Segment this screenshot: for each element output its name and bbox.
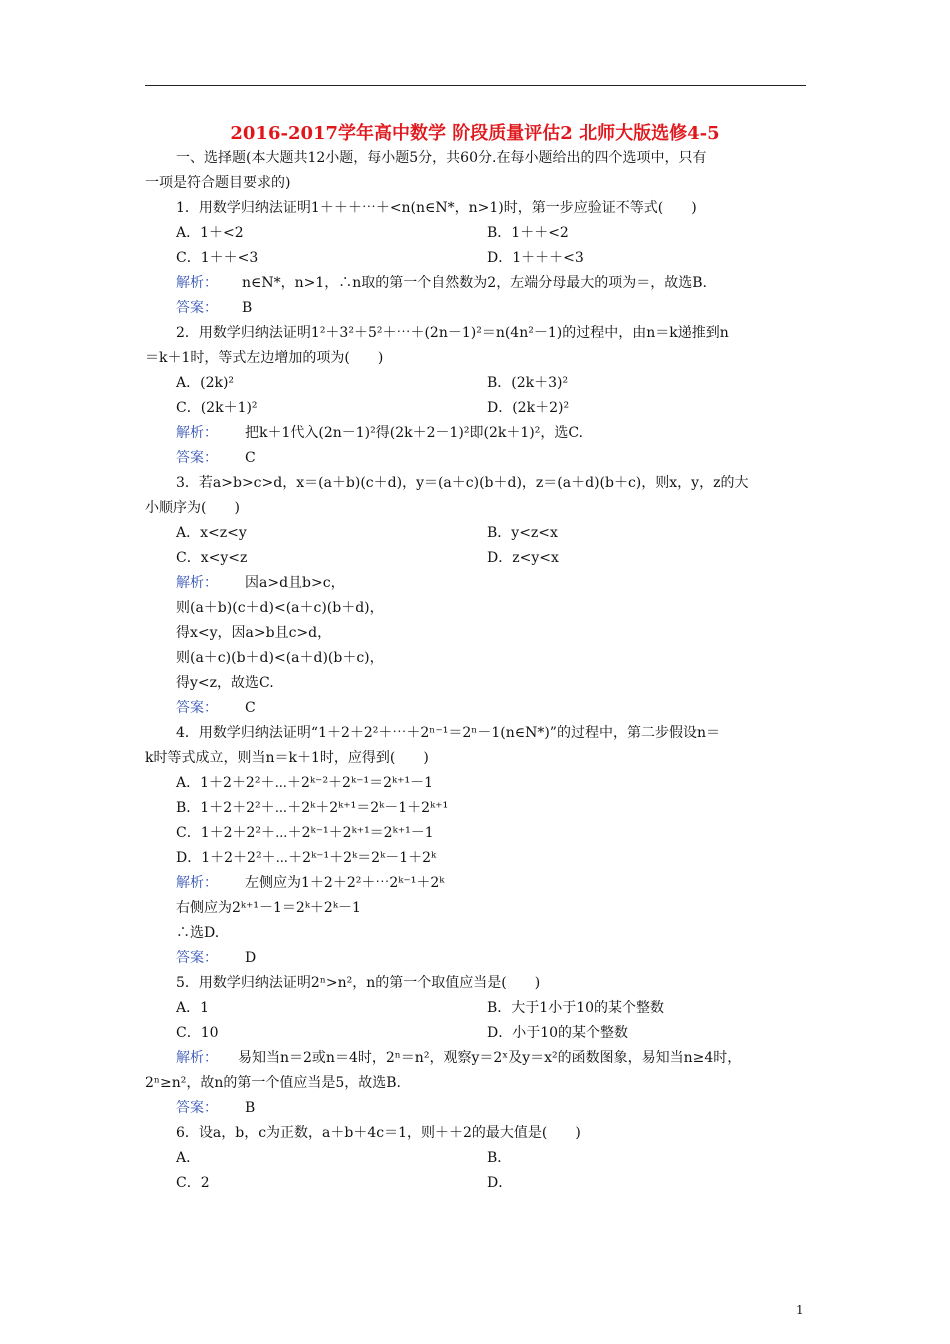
question-5-option-d: D．小于10的某个整数 bbox=[487, 1025, 629, 1041]
question-3-stem-cont: 小顺序为( ) bbox=[145, 500, 240, 516]
question-1-option-c: C．1＋＋<3 bbox=[176, 250, 259, 266]
question-2-option-a: A．(2k)² bbox=[176, 375, 235, 391]
section-intro-line: 一项是符合题目要求的) bbox=[145, 175, 291, 191]
header-rule bbox=[145, 85, 806, 86]
question-2-option-d: D．(2k＋2)² bbox=[487, 400, 570, 416]
question-4-step: ∴选D. bbox=[176, 925, 220, 941]
question-4-stem: 4．用数学归纳法证明“1＋2＋2²＋⋯＋2ⁿ⁻¹＝2ⁿ－1(n∈N*)”的过程中，第二步假设n＝ bbox=[176, 725, 720, 741]
question-6-option-b: B． bbox=[487, 1150, 512, 1166]
question-1-option-a: A．1＋<2 bbox=[176, 225, 244, 241]
question-3-step: 得x<y，因a>b且c>d， bbox=[176, 625, 332, 641]
question-5-stem: 5．用数学归纳法证明2ⁿ>n²，n的第一个取值应当是( ) bbox=[176, 975, 541, 991]
question-3-analysis-label: 解析： bbox=[176, 575, 218, 591]
question-5-option-b: B．大于1小于10的某个整数 bbox=[487, 1000, 665, 1016]
question-6-option-c: C．2 bbox=[176, 1175, 210, 1191]
question-2-stem: 2．用数学归纳法证明1²＋3²＋5²＋⋯＋(2n－1)²＝n(4n²－1)的过程中，由n＝k递推到n bbox=[176, 325, 729, 341]
question-2-analysis-label: 解析： bbox=[176, 425, 218, 441]
document-title: 2016-2017学年高中数学 阶段质量评估2 北师大版选修4-5 bbox=[230, 123, 720, 144]
question-5-option-a: A．1 bbox=[176, 1000, 210, 1016]
question-5-analysis-cont: 2ⁿ≥n²，故n的第一个值应当是5，故选B. bbox=[145, 1075, 401, 1091]
question-1-answer: B bbox=[242, 300, 253, 316]
page-number: 1 bbox=[796, 1303, 804, 1317]
question-1-stem: 1．用数学归纳法证明1＋＋＋⋯＋<n(n∈N*，n>1)时，第一步应验证不等式( ) bbox=[176, 200, 697, 216]
question-4-analysis: 左侧应为1＋2＋2²＋⋯2ᵏ⁻¹＋2ᵏ bbox=[245, 875, 445, 891]
question-6-option-a: A． bbox=[176, 1150, 201, 1166]
question-3-answer: C bbox=[245, 700, 256, 716]
question-4-stem-cont: k时等式成立，则当n＝k＋1时，应得到( ) bbox=[145, 750, 429, 766]
question-2-analysis: 把k＋1代入(2n－1)²得(2k＋2－1)²即(2k＋1)²，选C. bbox=[245, 425, 583, 441]
section-intro-line: 一、选择题(本大题共12小题，每小题5分，共60分.在每小题给出的四个选项中，只有 bbox=[176, 150, 707, 166]
question-3-stem: 3．若a>b>c>d，x＝(a＋b)(c＋d)，y＝(a＋c)(b＋d)，z＝(a＋d)(b＋c)，则x，y，z的大 bbox=[176, 475, 749, 491]
question-3-option-b: B．y<z<x bbox=[487, 525, 558, 541]
question-5-analysis: 易知当n＝2或n＝4时，2ⁿ＝n²，观察y＝2ˣ及y＝x²的函数图象，易知当n≥4时， bbox=[238, 1050, 742, 1066]
question-4-option-b: B．1＋2＋2²＋⋯＋2ᵏ＋2ᵏ⁺¹＝2ᵏ－1＋2ᵏ⁺¹ bbox=[176, 800, 449, 816]
question-2-stem-cont: ＝k＋1时，等式左边增加的项为( ) bbox=[145, 350, 384, 366]
question-3-option-d: D．z<y<x bbox=[487, 550, 559, 566]
question-3-option-c: C．x<y<z bbox=[176, 550, 248, 566]
question-4-option-d: D．1＋2＋2²＋⋯＋2ᵏ⁻¹＋2ᵏ＝2ᵏ－1＋2ᵏ bbox=[176, 850, 437, 866]
question-1-analysis-label: 解析： bbox=[176, 275, 218, 291]
question-3-step: 则(a＋b)(c＋d)<(a＋c)(b＋d)， bbox=[176, 600, 384, 616]
question-4-answer-label: 答案： bbox=[176, 950, 218, 966]
question-3-step: 则(a＋c)(b＋d)<(a＋d)(b＋c)， bbox=[176, 650, 384, 666]
question-4-answer: D bbox=[245, 950, 257, 966]
question-6-stem: 6．设a，b，c为正数，a＋b＋4c＝1，则＋＋2的最大值是( ) bbox=[176, 1125, 581, 1141]
question-2-answer-label: 答案： bbox=[176, 450, 218, 466]
question-4-option-a: A．1＋2＋2²＋⋯＋2ᵏ⁻²＋2ᵏ⁻¹＝2ᵏ⁺¹－1 bbox=[176, 775, 433, 791]
question-1-answer-label: 答案： bbox=[176, 300, 218, 316]
question-4-option-c: C．1＋2＋2²＋⋯＋2ᵏ⁻¹＋2ᵏ⁺¹＝2ᵏ⁺¹－1 bbox=[176, 825, 434, 841]
question-3-answer-label: 答案： bbox=[176, 700, 218, 716]
question-3-option-a: A．x<z<y bbox=[176, 525, 247, 541]
question-4-step: 右侧应为2ᵏ⁺¹－1＝2ᵏ＋2ᵏ－1 bbox=[176, 900, 361, 916]
question-4-analysis-label: 解析： bbox=[176, 875, 218, 891]
question-2-option-b: B．(2k＋3)² bbox=[487, 375, 569, 391]
question-3-analysis: 因a>d且b>c， bbox=[245, 575, 345, 591]
question-3-step: 得y<z，故选C. bbox=[176, 675, 274, 691]
question-2-option-c: C．(2k＋1)² bbox=[176, 400, 258, 416]
question-1-option-b: B．1＋＋<2 bbox=[487, 225, 569, 241]
question-5-answer: B bbox=[245, 1100, 256, 1116]
question-2-answer: C bbox=[245, 450, 256, 466]
question-1-option-d: D．1＋＋＋<3 bbox=[487, 250, 584, 266]
question-5-analysis-label: 解析： bbox=[176, 1050, 218, 1066]
question-5-option-c: C．10 bbox=[176, 1025, 219, 1041]
question-5-answer-label: 答案： bbox=[176, 1100, 218, 1116]
question-1-analysis: n∈N*，n>1，∴n取的第一个自然数为2，左端分母最大的项为＝，故选B. bbox=[242, 275, 707, 291]
question-6-option-d: D． bbox=[487, 1175, 513, 1191]
